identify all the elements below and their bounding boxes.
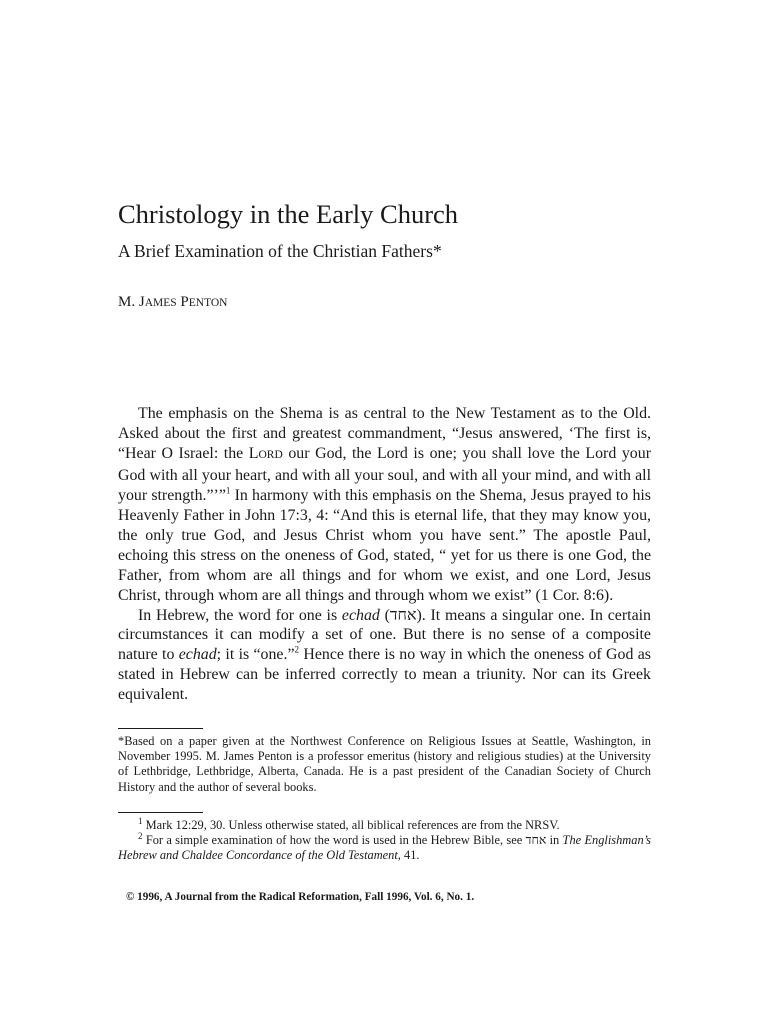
article-title: Christology in the Early Church: [118, 199, 459, 229]
footnote-2-book-title: The Englishman’s Hebrew and Chaldee Concordance of the Old Testament: [118, 833, 651, 863]
numbered-footnotes: [118, 815, 651, 864]
footnote-2: [118, 833, 651, 863]
hebrew-word: אחד: [389, 606, 417, 624]
p2-text-a: In Hebrew, the word for one is: [138, 606, 342, 624]
copyright-line: © 1996, A Journal from the Radical Reformation, Fall 1996, Vol. 6, No. 1.: [126, 891, 475, 903]
footnote-star: [118, 734, 651, 795]
footnote-2-hebrew: אחד: [525, 833, 547, 848]
article-body: [118, 404, 651, 705]
footnote-2-number: 2: [138, 831, 143, 842]
p1-text-b: our God, the Lord is one; you shall love the Lord your God with all your heart, and with all your soul, and with all your mind, and with all your strength.”’”: [118, 444, 651, 504]
footnote-ref-1[interactable]: 1: [225, 485, 231, 496]
lord-initial: L: [248, 444, 259, 462]
article-author: [118, 292, 228, 313]
p2-text-b: (: [379, 606, 390, 624]
body-paragraph-1: [118, 404, 651, 606]
author-initial: M. J: [118, 294, 145, 310]
body-paragraph-2: [118, 606, 651, 706]
echad-italic: echad: [341, 606, 380, 624]
footnote-divider: [118, 728, 203, 729]
footnote-2-text-c: , 41.: [397, 848, 420, 863]
footnote-1-number: 1: [138, 815, 143, 826]
article-subtitle: A Brief Examination of the Christian Fathers*: [118, 241, 442, 261]
echad-italic-2: echad: [178, 646, 217, 664]
p1-text-a: The emphasis on the Shema is as central to the New Testament as to the Old. Asked about the first and greatest commandment, “Jesus answered, ‘The first is, “Hear O Israel: the: [118, 405, 651, 462]
footnote-1: [118, 815, 651, 833]
footnote-ref-2[interactable]: 2: [294, 645, 300, 656]
author-last-rest: ENTON: [188, 297, 228, 309]
footnote-1-text: Mark 12:29, 30. Unless otherwise stated, all biblical references are from the NRSV.: [142, 818, 560, 832]
author-last-initial: P: [176, 294, 189, 310]
p2-text-d: ; it is “one.”: [216, 646, 295, 664]
p1-text-c: In harmony with this emphasis on the Shema, Jesus prayed to his Heavenly Father in John 17:3, 4: “And this is eternal life, that they may know you, the only true God, and Jesus Christ whom you have sent.” The apostle Paul, echoing this stress on the oneness of God, stated, “ yet for us there is one God, the Father, from whom are all things and for whom we exist, and one Lord, Jesus Christ, through whom are all things and through whom we exist” (1 Cor. 8:6).: [118, 486, 651, 604]
p2-text-e: Hence there is no way in which the oneness of God as stated in Hebrew can be inferred correctly to mean a triunity. Nor can its Greek equivalent.: [118, 646, 651, 704]
footnote-star-text: *Based on a paper given at the Northwest Conference on Religious Issues at Seattle, Washington, in November 1995. M. James Penton is a professor emeritus (history and religious studies) at the University of Lethbridge, Lethbridge, Alberta, Canada. He is a past president of the Canadian Society of Church History and the author of several books.: [118, 734, 651, 794]
footnote-divider-2: [118, 812, 203, 813]
author-first-rest: AMES: [144, 297, 177, 309]
footnote-2-text-a: For a simple examination of how the word is used in the Hebrew Bible, see: [142, 833, 526, 848]
lord-small-caps: ORD: [258, 448, 283, 461]
p2-text-c: ). It means a singular one. In certain circumstances it can modify a set of one. But there is no sense of a composite nature to: [118, 606, 651, 664]
footnote-2-text-b: in: [546, 833, 563, 848]
